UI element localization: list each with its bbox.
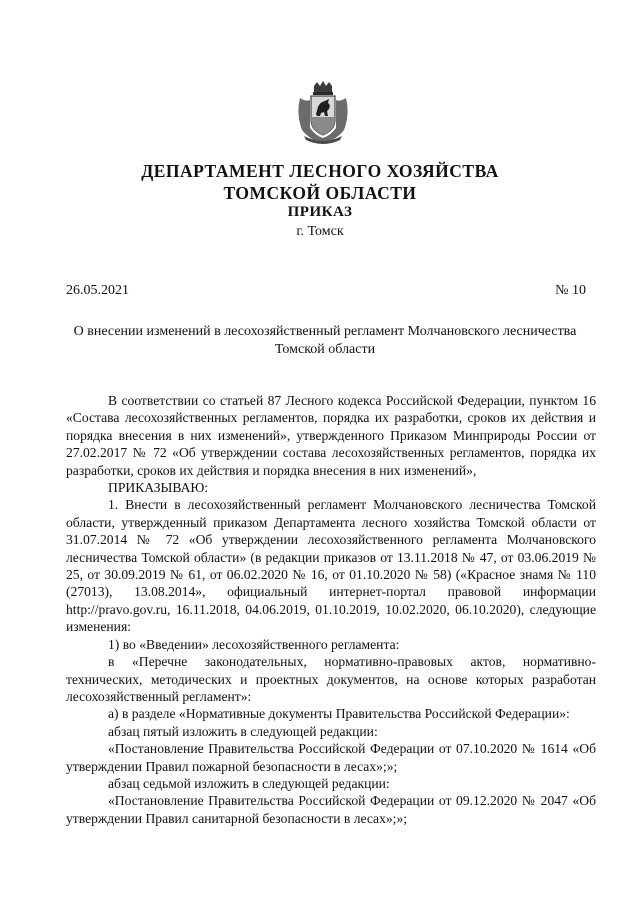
paragraph-list-intro: в «Перечне законодательных, нормативно-правовых актов, нормативно-технических, методических и проектных документов, на основе которых разработан лесохозяйственный регламент»: — [66, 654, 596, 704]
document-type: ПРИКАЗ — [287, 204, 353, 220]
order-date: 26.05.2021 — [66, 283, 129, 298]
organization-name-line2: ТОМСКОЙ ОБЛАСТИ — [223, 183, 417, 203]
paragraph-item-1: 1. Внести в лесохозяйственный регламент Молчановского лесничества Томской области, утвержденный приказом Департамента лесного хозяйства Томской области от 31.07.2014 № 72 «Об утверждении лесохозяйственного регламента Молчановского лесничества Томской области» (в редакции приказов от 13.11.2018 № 47, от 03.06.2019 № 25, от 30.09.2019 № 61, от 06.02.2020 № 16, от 01.10.2020 № 58) («Красное знамя № 110 (27013), 13.08.2014», официальный интернет-портал правовой информации http://pravo.gov.ru, 16.11.2018, 04.06.2019, 01.10.2019, 10.02.2020, 06.10.2020), следующие изменения: — [66, 497, 596, 635]
paragraph-abzac-7-text: «Постановление Правительства Российской Федерации от 09.12.2020 № 2047 «Об утверждении Правил санитарной безопасности в лесах»;»; — [66, 793, 596, 826]
paragraph-order-word: ПРИКАЗЫВАЮ: — [108, 480, 209, 496]
order-number: № 10 — [555, 283, 586, 298]
order-subject: О внесении изменений в лесохозяйственный регламент Молчановского лесничества Томской области — [73, 324, 577, 357]
paragraph-abzac-5-text: «Постановление Правительства Российской Федерации от 07.10.2020 № 1614 «Об утверждении Правил пожарной безопасности в лесах»;»; — [66, 741, 596, 774]
order-body — [66, 392, 596, 827]
city: г. Томск — [296, 224, 344, 239]
organization-name-line1: ДЕПАРТАМЕНТ ЛЕСНОГО ХОЗЯЙСТВА — [141, 161, 499, 181]
paragraph-abzac-5-intro: абзац пятый изложить в следующей редакции: — [108, 723, 378, 739]
coat-of-arms-icon — [296, 80, 350, 146]
paragraph-section-a: а) в разделе «Нормативные документы Правительства Российской Федерации»: — [108, 706, 570, 722]
paragraph-abzac-7-intro: абзац седьмой изложить в следующей редакции: — [108, 775, 390, 791]
organization-name — [0, 160, 640, 204]
paragraph-preamble: В соответствии со статьей 87 Лесного кодекса Российской Федерации, пунктом 16 «Состава лесохозяйственных регламентов, порядка их разработки, сроков их действия и порядка внесения в них изменений», утвержденного Приказом Минприроды России от 27.02.2017 № 72 «Об утверждении состава лесохозяйственных регламентов, порядка их разработки, сроков их действия и порядка внесения в них изменений», — [66, 393, 596, 478]
paragraph-subitem-1: 1) во «Введении» лесохозяйственного регламента: — [108, 636, 400, 652]
